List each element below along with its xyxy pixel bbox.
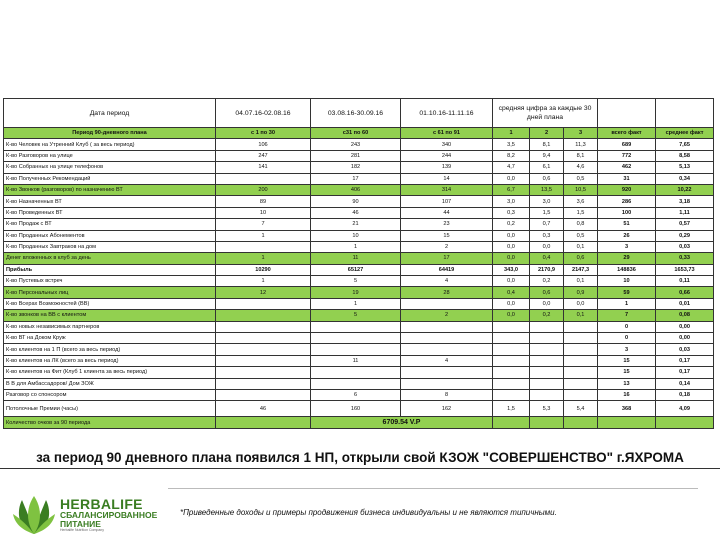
- row-value: 0,66: [656, 287, 714, 298]
- row-value: 8,2: [493, 150, 530, 161]
- row-value: 368: [598, 401, 656, 417]
- row-value: 13,5: [530, 184, 564, 195]
- row-value: 148836: [598, 264, 656, 275]
- header-period-2: 03.08.16-30.09.16: [311, 99, 401, 128]
- row-value: 1,11: [656, 207, 714, 218]
- brand-line-2: ПИТАНИЕ: [60, 519, 101, 529]
- row-label: К-во Звонков (разговоров) по назначению ВТ: [4, 184, 216, 195]
- table-row: [4, 287, 714, 298]
- table-row: [4, 162, 714, 173]
- row-value: [493, 355, 530, 366]
- row-value: 10290: [216, 264, 311, 275]
- row-value: [530, 378, 564, 389]
- table-row: [4, 310, 714, 321]
- row-value: 15: [598, 355, 656, 366]
- row-value: [216, 389, 311, 400]
- row-value: [530, 333, 564, 344]
- row-value: 0,1: [564, 310, 598, 321]
- subheader-plan-period: Период 90-дневного плана: [4, 128, 216, 139]
- row-value: 0,4: [530, 253, 564, 264]
- row-value: 11: [311, 253, 401, 264]
- row-value: 2: [401, 241, 493, 252]
- subheader-month-3: 3: [564, 128, 598, 139]
- row-value: [564, 355, 598, 366]
- row-value: 89: [216, 196, 311, 207]
- divider: [0, 468, 720, 469]
- row-value: 17: [401, 253, 493, 264]
- row-label: К-во Персональных лиц: [4, 287, 216, 298]
- row-value: 1: [216, 253, 311, 264]
- row-value: 7: [216, 219, 311, 230]
- row-value: 0,0: [493, 173, 530, 184]
- row-value: 920: [598, 184, 656, 195]
- brand-line-1: СБАЛАНСИРОВАННОЕ: [60, 510, 158, 520]
- row-value: 7,65: [656, 139, 714, 150]
- row-value: 9,4: [530, 150, 564, 161]
- row-value: 772: [598, 150, 656, 161]
- row-label: В В для Амбассадоров/ Дом ЗОЖ: [4, 378, 216, 389]
- row-label: К-во клиентов на ЛК (всего за весь период): [4, 355, 216, 366]
- row-value: [311, 333, 401, 344]
- row-value: [564, 344, 598, 355]
- table-row: [4, 207, 714, 218]
- header-period-1: 04.07.16-02.08.16: [216, 99, 311, 128]
- row-value: 1,5: [493, 401, 530, 417]
- row-label: К-во Назначенных ВТ: [4, 196, 216, 207]
- row-value: 3,18: [656, 196, 714, 207]
- vp-total: 6709.54 V.P: [311, 417, 493, 428]
- row-value: [564, 378, 598, 389]
- table-row: [4, 344, 714, 355]
- row-value: 10,5: [564, 184, 598, 195]
- table-row: [4, 139, 714, 150]
- subheader-days-2: с31 по 60: [311, 128, 401, 139]
- row-value: [493, 321, 530, 332]
- row-value: [564, 321, 598, 332]
- row-value: 21: [311, 219, 401, 230]
- row-label: К-во Проведенных ВТ: [4, 207, 216, 218]
- table-row: [4, 150, 714, 161]
- row-value: 0,17: [656, 367, 714, 378]
- row-value: 4,09: [656, 401, 714, 417]
- table-row: [4, 401, 714, 417]
- brand-subtitle: [60, 511, 157, 529]
- herbalife-logo: [8, 490, 158, 540]
- table-subheader-row: [4, 128, 714, 139]
- row-value: 7: [598, 310, 656, 321]
- row-label: К-во Проданных Завтраков на дом: [4, 241, 216, 252]
- row-value: 182: [311, 162, 401, 173]
- row-value: 3,0: [493, 196, 530, 207]
- row-value: 139: [401, 162, 493, 173]
- row-value: 5: [311, 310, 401, 321]
- row-value: 13: [598, 378, 656, 389]
- plan-table: [3, 98, 714, 429]
- row-label: К-во Проданных Абонементов: [4, 230, 216, 241]
- header-average: средняя цифра за каждые 30 дней плана: [493, 99, 598, 128]
- row-label: К-во Полученных Рекомендаций: [4, 173, 216, 184]
- row-value: [530, 389, 564, 400]
- row-value: 10: [311, 230, 401, 241]
- row-value: 0: [598, 333, 656, 344]
- row-value: 0,0: [493, 230, 530, 241]
- row-value: 0,1: [564, 241, 598, 252]
- row-label: К-во Продаж с ВТ: [4, 219, 216, 230]
- row-label: К-во звонков на ВВ с клиентом: [4, 310, 216, 321]
- row-value: 8: [401, 389, 493, 400]
- row-value: 0,33: [656, 253, 714, 264]
- row-value: [564, 333, 598, 344]
- row-value: [311, 367, 401, 378]
- row-value: 3,5: [493, 139, 530, 150]
- table-row: [4, 355, 714, 366]
- table-row: [4, 298, 714, 309]
- row-label: Прибыль: [4, 264, 216, 275]
- row-value: [216, 355, 311, 366]
- row-value: 1,5: [530, 207, 564, 218]
- row-value: [401, 378, 493, 389]
- row-value: 0,1: [564, 276, 598, 287]
- table-row: [4, 253, 714, 264]
- row-value: [530, 344, 564, 355]
- row-value: 10: [598, 276, 656, 287]
- row-value: 106: [216, 139, 311, 150]
- row-value: 100: [598, 207, 656, 218]
- table-header-row: [4, 99, 714, 128]
- row-value: 1653,73: [656, 264, 714, 275]
- row-value: 1: [311, 298, 401, 309]
- row-value: 46: [216, 401, 311, 417]
- header-period-3: 01.10.16-11.11.16: [401, 99, 493, 128]
- row-value: [216, 321, 311, 332]
- row-value: 0,03: [656, 241, 714, 252]
- row-value: [401, 321, 493, 332]
- row-value: 44: [401, 207, 493, 218]
- row-value: 4,7: [493, 162, 530, 173]
- row-value: 0,2: [530, 276, 564, 287]
- row-value: 59: [598, 287, 656, 298]
- row-label: К-во клиентов на Фит (Клуб 1 клиента за весь период): [4, 367, 216, 378]
- disclaimer-text: *Приведенные доходы и примеры продвижения бизнеса индивидуальны и не являются типичными.: [180, 508, 557, 517]
- row-value: 11,3: [564, 139, 598, 150]
- row-value: 0,6: [530, 173, 564, 184]
- row-value: 343,0: [493, 264, 530, 275]
- row-value: 0,57: [656, 219, 714, 230]
- row-value: 10: [216, 207, 311, 218]
- row-value: 0,0: [564, 298, 598, 309]
- row-value: [216, 367, 311, 378]
- row-value: 244: [401, 150, 493, 161]
- row-value: 65127: [311, 264, 401, 275]
- row-value: 28: [401, 287, 493, 298]
- row-value: [493, 378, 530, 389]
- table-row: [4, 378, 714, 389]
- row-value: 0,18: [656, 389, 714, 400]
- table-row: [4, 264, 714, 275]
- row-value: 12: [216, 287, 311, 298]
- row-value: 0,5: [564, 173, 598, 184]
- row-value: 0,0: [493, 310, 530, 321]
- row-label: К-во Разговоров на улице: [4, 150, 216, 161]
- row-value: 90: [311, 196, 401, 207]
- row-value: 0,4: [493, 287, 530, 298]
- row-value: [530, 367, 564, 378]
- table-row: [4, 333, 714, 344]
- row-value: 247: [216, 150, 311, 161]
- row-value: 0,0: [493, 298, 530, 309]
- table-row: [4, 184, 714, 195]
- subheader-month-1: 1: [493, 128, 530, 139]
- row-value: 8,58: [656, 150, 714, 161]
- row-value: 8,1: [530, 139, 564, 150]
- row-value: 0,0: [493, 253, 530, 264]
- row-value: [493, 389, 530, 400]
- row-value: [401, 367, 493, 378]
- footer-divider: [168, 488, 698, 489]
- row-value: 0,0: [530, 298, 564, 309]
- row-label: К-во Всерах Возможностей (ВВ): [4, 298, 216, 309]
- row-value: 3: [598, 344, 656, 355]
- row-value: 0,0: [493, 276, 530, 287]
- row-value: [216, 298, 311, 309]
- row-value: 0,08: [656, 310, 714, 321]
- row-value: 141: [216, 162, 311, 173]
- herbalife-leaf-icon: [12, 494, 56, 538]
- row-value: 0,01: [656, 298, 714, 309]
- row-value: 0,00: [656, 321, 714, 332]
- table-row: [4, 230, 714, 241]
- row-value: 6: [311, 389, 401, 400]
- row-value: 2147,3: [564, 264, 598, 275]
- row-value: 3,0: [530, 196, 564, 207]
- row-value: 15: [401, 230, 493, 241]
- row-value: 64419: [401, 264, 493, 275]
- row-value: 0,5: [564, 230, 598, 241]
- row-value: 0,17: [656, 355, 714, 366]
- row-label: Потолочные Премии (часы): [4, 401, 216, 417]
- row-value: 0,14: [656, 378, 714, 389]
- subheader-average-fact: среднее факт: [656, 128, 714, 139]
- row-label: К-во Человек на Утренний Клуб ( за весь период): [4, 139, 216, 150]
- brand-name: HERBALIFE: [60, 496, 143, 512]
- row-value: 15: [598, 367, 656, 378]
- row-value: 4,6: [564, 162, 598, 173]
- row-value: 1,5: [564, 207, 598, 218]
- row-label: К-во Собранных на улице телефонов: [4, 162, 216, 173]
- row-value: 31: [598, 173, 656, 184]
- row-value: 6,7: [493, 184, 530, 195]
- row-value: [216, 173, 311, 184]
- row-value: [493, 367, 530, 378]
- row-value: 0,2: [530, 310, 564, 321]
- row-value: [530, 355, 564, 366]
- row-value: [401, 333, 493, 344]
- table-row: [4, 276, 714, 287]
- row-value: 19: [311, 287, 401, 298]
- row-value: 0,03: [656, 344, 714, 355]
- row-value: 11: [311, 355, 401, 366]
- row-value: [311, 321, 401, 332]
- row-value: 462: [598, 162, 656, 173]
- row-value: [493, 333, 530, 344]
- row-value: [564, 367, 598, 378]
- row-value: 23: [401, 219, 493, 230]
- plan-summary: за период 90 дневного плана появился 1 НП, открыли свой КЗОЖ "СОВЕРШЕНСТВО" г.ЯХРОМА: [36, 450, 684, 465]
- row-value: [564, 389, 598, 400]
- table-row: [4, 219, 714, 230]
- row-value: 17: [311, 173, 401, 184]
- row-label: К-во клиентов на 1 П (всего за весь период): [4, 344, 216, 355]
- row-value: 1: [311, 241, 401, 252]
- row-value: 1: [216, 230, 311, 241]
- row-value: 0,3: [530, 230, 564, 241]
- row-value: 16: [598, 389, 656, 400]
- row-value: 0,0: [530, 241, 564, 252]
- row-value: [401, 298, 493, 309]
- subheader-total-fact: всего факт: [598, 128, 656, 139]
- row-value: 3,6: [564, 196, 598, 207]
- row-value: 286: [598, 196, 656, 207]
- row-value: 0,9: [564, 287, 598, 298]
- row-value: 8,1: [564, 150, 598, 161]
- row-value: 406: [311, 184, 401, 195]
- brand-tagline: Herbalife Nutrition Company: [60, 528, 104, 532]
- row-value: 5,4: [564, 401, 598, 417]
- row-value: 26: [598, 230, 656, 241]
- row-value: 10,22: [656, 184, 714, 195]
- row-value: [216, 378, 311, 389]
- row-value: 1: [598, 298, 656, 309]
- subheader-days-3: с 61 по 91: [401, 128, 493, 139]
- row-value: [216, 241, 311, 252]
- row-value: 3: [598, 241, 656, 252]
- row-value: 14: [401, 173, 493, 184]
- row-value: 0,11: [656, 276, 714, 287]
- row-value: 0,2: [493, 219, 530, 230]
- row-value: 160: [311, 401, 401, 417]
- row-value: 281: [311, 150, 401, 161]
- row-value: 0,6: [564, 253, 598, 264]
- row-value: [216, 310, 311, 321]
- row-value: 107: [401, 196, 493, 207]
- row-value: 0,00: [656, 333, 714, 344]
- row-value: 5: [311, 276, 401, 287]
- subheader-month-2: 2: [530, 128, 564, 139]
- row-value: 46: [311, 207, 401, 218]
- row-value: [530, 321, 564, 332]
- row-value: 0,6: [530, 287, 564, 298]
- row-value: 0,34: [656, 173, 714, 184]
- row-value: 0,3: [493, 207, 530, 218]
- row-value: 162: [401, 401, 493, 417]
- row-value: [216, 333, 311, 344]
- row-value: [401, 344, 493, 355]
- row-label: К-во Пустевых встреч: [4, 276, 216, 287]
- subheader-days-1: с 1 по 30: [216, 128, 311, 139]
- row-value: [493, 344, 530, 355]
- row-value: 4: [401, 276, 493, 287]
- table-row: [4, 196, 714, 207]
- row-value: 200: [216, 184, 311, 195]
- row-value: 5,3: [530, 401, 564, 417]
- row-label: К-во новых независимых партнеров: [4, 321, 216, 332]
- row-value: 689: [598, 139, 656, 150]
- row-value: 0: [598, 321, 656, 332]
- row-value: 29: [598, 253, 656, 264]
- row-value: [311, 344, 401, 355]
- row-value: [311, 378, 401, 389]
- table-row: [4, 367, 714, 378]
- row-value: 2: [401, 310, 493, 321]
- table-row: [4, 321, 714, 332]
- row-value: 340: [401, 139, 493, 150]
- header-date-period: Дата период: [4, 99, 216, 128]
- row-value: 0,29: [656, 230, 714, 241]
- row-label: Разговор со спонсором: [4, 389, 216, 400]
- row-value: 0,0: [493, 241, 530, 252]
- row-value: 2170,9: [530, 264, 564, 275]
- row-value: 314: [401, 184, 493, 195]
- table-row: [4, 241, 714, 252]
- table-row: [4, 417, 714, 428]
- row-value: 0,7: [530, 219, 564, 230]
- row-value: 6,1: [530, 162, 564, 173]
- row-label: К-во ВТ на Доком Круж: [4, 333, 216, 344]
- row-value: 5,13: [656, 162, 714, 173]
- table-row: [4, 389, 714, 400]
- row-value: 51: [598, 219, 656, 230]
- plan-table-sheet: [3, 98, 713, 429]
- row-value: 4: [401, 355, 493, 366]
- row-label: Количество очков за 90 периода: [4, 417, 216, 428]
- table-row: [4, 173, 714, 184]
- row-value: 1: [216, 276, 311, 287]
- row-label: Денег вложенных в клуб за день: [4, 253, 216, 264]
- row-value: 243: [311, 139, 401, 150]
- row-value: [216, 344, 311, 355]
- row-value: 0,8: [564, 219, 598, 230]
